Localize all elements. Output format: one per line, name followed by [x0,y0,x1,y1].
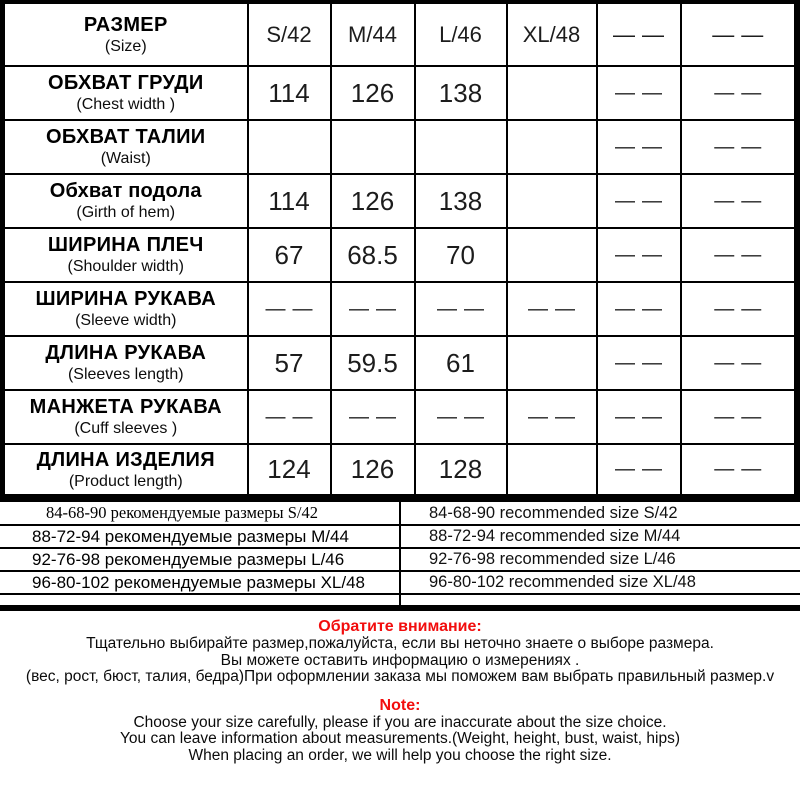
table-cell [507,336,597,390]
table-cell: —— [248,282,331,336]
recommended-empty-row [0,594,800,608]
recommended-row [0,525,800,548]
row-label-cell [3,390,248,444]
table-cell: 124 [248,444,331,498]
table-row-shoulder [3,228,798,282]
table-cell: —— [415,390,507,444]
recommended-ru-empty [0,594,400,608]
note-line-en: Choose your size carefully, please if you are inaccurate about the size choice. [133,713,667,731]
table-cell: —— [597,336,681,390]
row-label-cell [3,66,248,120]
row-label-ru: ОБХВАТ ТАЛИИ [46,126,206,148]
table-cell: —— [597,228,681,282]
table-header-row [3,2,798,66]
row-label-en: (Sleeves length) [67,366,184,383]
table-cell: —— [507,390,597,444]
row-label-ru: МАНЖЕТА РУКАВА [29,396,222,418]
recommended-row [0,548,800,571]
header-label-en: (Size) [104,37,147,55]
table-cell: —— [331,282,415,336]
recommended-row [0,571,800,594]
table-cell: —— [681,282,798,336]
table-cell: —— [681,336,798,390]
table-cell: —— [597,282,681,336]
table-cell: 128 [415,444,507,498]
table-row-product-length [3,444,798,498]
row-label-en: (Girth of hem) [76,204,176,221]
notes-divider-gap [0,686,800,693]
table-cell: 138 [415,174,507,228]
row-label-ru: ДЛИНА РУКАВА [45,342,207,364]
size-col-xl: XL/48 [507,2,597,66]
table-cell: —— [681,66,798,120]
note-line-ru: (вес, рост, бюст, талия, бедра)При оформлении заказа мы поможем вам выбрать правильный размер.v [25,668,775,685]
row-label-ru: ШИРИНА ПЛЕЧ [47,234,204,256]
row-label-cell [3,336,248,390]
size-col-m: M/44 [331,2,415,66]
size-col-s: S/42 [248,2,331,66]
note-line-en: When placing an order, we will help you choose the right size. [188,746,612,764]
table-cell: 126 [331,66,415,120]
table-row-cuff [3,390,798,444]
recommended-en: 88-72-94 recommended size M/44 [400,525,800,548]
table-cell: —— [597,66,681,120]
recommended-ru: 84-68-90 рекомендуемые размеры S/42 [0,502,400,525]
table-cell [331,120,415,174]
table-cell: —— [597,390,681,444]
table-cell: 59.5 [331,336,415,390]
table-cell: 61 [415,336,507,390]
table-cell: 70 [415,228,507,282]
row-label-ru: ДЛИНА ИЗДЕЛИЯ [36,448,215,471]
table-cell: 114 [248,66,331,120]
row-label-en: (Waist) [100,150,151,167]
row-label-cell [3,120,248,174]
note-title-ru: Обратите внимание: [318,618,482,635]
table-cell: —— [681,120,798,174]
table-cell: —— [248,390,331,444]
table-cell: 126 [331,174,415,228]
recommended-row [0,502,800,525]
table-cell: —— [681,444,798,498]
recommended-en: 92-76-98 recommended size L/46 [400,548,800,571]
header-label-ru: РАЗМЕР [83,13,168,36]
table-cell: 138 [415,66,507,120]
table-cell: —— [597,444,681,498]
table-cell: —— [681,228,798,282]
table-row-waist [3,120,798,174]
table-cell [507,120,597,174]
table-cell [507,228,597,282]
recommended-en-empty [400,594,800,608]
table-cell [415,120,507,174]
row-label-cell [3,444,248,498]
table-cell: —— [681,174,798,228]
table-row-hem [3,174,798,228]
note-line-en: You can leave information about measurements.(Weight, height, bust, waist, hips) [119,730,681,747]
recommended-ru: 92-76-98 рекомендуемые размеры L/46 [0,548,400,571]
size-col-dash-2: —— [681,2,798,66]
size-col-l: L/46 [415,2,507,66]
row-label-ru: Обхват подола [49,180,202,202]
table-row-chest [3,66,798,120]
table-cell: —— [415,282,507,336]
table-cell [248,120,331,174]
table-row-sleeve-width [3,282,798,336]
recommended-en: 96-80-102 recommended size XL/48 [400,571,800,594]
note-title-en: Note: [379,696,421,714]
table-cell: 126 [331,444,415,498]
header-label-cell [3,2,248,66]
table-cell: —— [597,174,681,228]
row-label-ru: ШИРИНА РУКАВА [35,288,217,310]
row-label-ru: ОБХВАТ ГРУДИ [47,72,204,94]
note-line-ru: Вы можете оставить информацию о измерениях . [220,651,580,669]
table-cell: 114 [248,174,331,228]
row-label-en: (Product length) [68,472,183,490]
notes-section [0,618,800,764]
row-label-cell [3,228,248,282]
table-row-sleeve-length [3,336,798,390]
table-cell: 57 [248,336,331,390]
table-cell: 67 [248,228,331,282]
recommended-ru: 96-80-102 рекомендуемые размеры XL/48 [0,571,400,594]
table-cell [507,66,597,120]
row-label-en: (Sleeve width) [75,312,177,329]
table-cell: —— [597,120,681,174]
row-label-cell [3,282,248,336]
table-cell: 68.5 [331,228,415,282]
note-line-ru: Тщательно выбирайте размер,пожалуйста, если вы неточно знаете о выборе размера. [86,635,714,652]
table-cell: —— [681,390,798,444]
recommended-ru: 88-72-94 рекомендуемые размеры M/44 [0,525,400,548]
row-label-en: (Cuff sleeves ) [74,420,178,437]
row-label-en: (Shoulder width) [67,258,184,275]
row-label-cell [3,174,248,228]
table-cell: —— [331,390,415,444]
recommended-en: 84-68-90 recommended size S/42 [400,502,800,525]
table-cell [507,444,597,498]
recommended-sizes-table [0,502,800,611]
row-label-en: (Chest width ) [76,96,176,113]
table-cell: —— [507,282,597,336]
size-col-dash-1: —— [597,2,681,66]
table-cell [507,174,597,228]
